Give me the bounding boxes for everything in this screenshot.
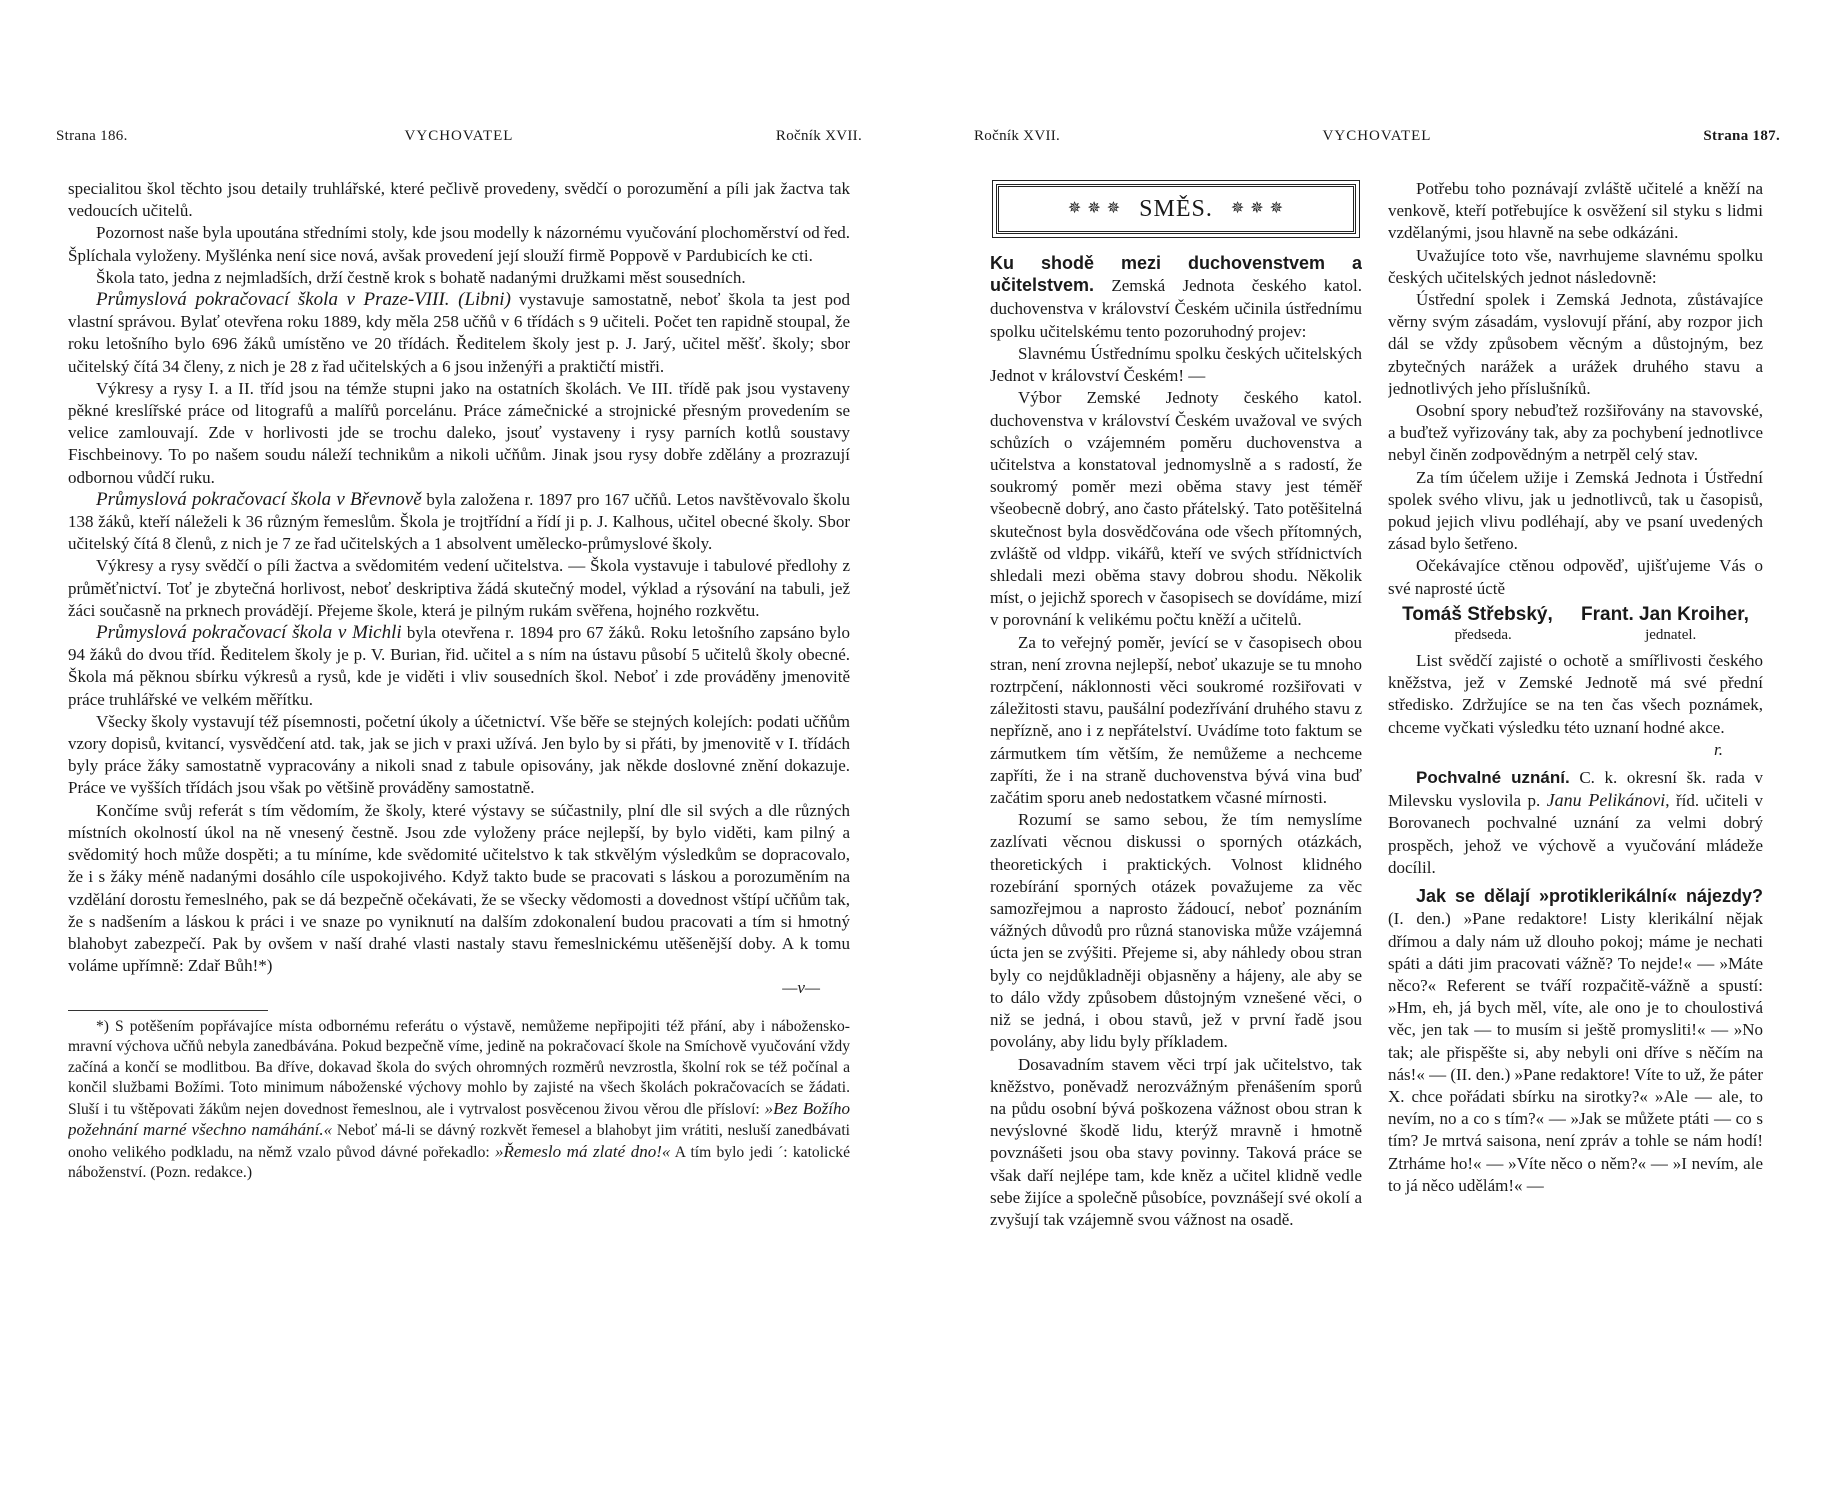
footnote-text: A tím bylo jedi ´: katolické náboženství. (Pozn. redakce.) — [68, 1143, 850, 1182]
author-initial: r. — [1714, 739, 1723, 759]
paragraph: Ústřední spolek i Zemská Jednota, zůstávajíce věrny svým zásadám, vyslovují přání, aby rozpor jich dál se vždy způsobem věcným a důstojným, bez zbytečných narážek a urážek druhého stavu a jednotlivých jeho příslušníků. — [1388, 290, 1763, 398]
paragraph: Za to veřejný poměr, jevící se v časopisech obou stran, není zrovna nejlepší, neboť ukazuje se tu mnoho roztrpčení, náklonnosti věci soukromé rozšiřovati v záležitosti stavu, paušální podezřívání druhého stavu z nepřízně, ano i z nepřátelství. Uvádíme toto faktum se zármutkem tím větším, že nemůžeme a nechceme zapříti, že i na straně duchovenstva bývá vina buď začátim sporu aneb nedostatkem včasné mírnosti. — [990, 632, 1362, 808]
footnote-text: Neboť má-li se dávný rozkvět řemesel a blahobyt jim vrátiti, nesluší zanedbávati onoho velikého podkladu, na němž vzalo původ dávné pořekadlo: — [68, 1122, 850, 1161]
article-heading-text: Ku shodě mezi duchovenstvem a učitelstvem. — [990, 253, 1362, 295]
signatory-role: předseda. — [1454, 627, 1512, 644]
article-lead: Jak se dělají »protiklerikální« nájezdy? — [1416, 886, 1763, 907]
right-column-1 — [990, 178, 1362, 1448]
paragraph: specialitou škol těchto jsou detaily truhlářské, které pečlivě provedeny, svědčí o porozumění a píli jak žactva tak vedoucích učitelů. — [68, 179, 850, 221]
author-mark: —v— — [782, 978, 820, 998]
article-najezdy — [1388, 885, 1763, 1197]
paragraph: Slavnému Ústřednímu spolku českých učitelských Jednot v království Českém! — — [990, 344, 1362, 386]
footnote — [68, 1017, 850, 1184]
paragraph: Výbor Zemské Jednoty českého katol. duchovenstva v království Českém uvažoval ve svých schůzích o vzájemném poměru duchovenstva a učitelstva a konstatoval jednomyslně a s radostí, že soukromý poměr mezi oběma stavy jest téměř všeobecně dobrý, ano často přátelský. Tato potěšitelná skutečnost byla dosvědčována ode všech přítomných, zvláště od vldpp. vikářů, kteří ve svých střídnictvích shledali mezi oběma stavy dobrou shodu. Několik míst, o jejichž sporech v časopisech se dovídáme, mizí v porovnání k velikému počtu kněží a učitelů. — [990, 388, 1362, 630]
paragraph: Očekávajíce ctěnou odpověď, ujišťujeme Vás o své naprosté úctě — [1388, 556, 1763, 598]
paragraph: Dosavadním stavem věci trpí jak učitelstvo, tak kněžstvo, poněvadž nerozvážným přenášením sporů na půdu osobní bývá poškozena vážnost obou stran k nevýslovné škodě lidu, kterýž mravně i hmotně povznášeti jsou oba stavy povinny. Taková práce se však daří nejlépe tam, kde kněz a učitel klidně vedle sebe žijíce a společně působíce, povznášejí své okolí a zvyšují tak vzájemně svou vážnost na osadě. — [990, 1054, 1362, 1229]
paragraph: Škola tato, jedna z nejmladších, drží čestně krok s bohatě nadanými družkami měst sousedních. — [96, 267, 746, 287]
footnote-text: *) S potěšením popřávajíce místa odbornému referátu o výstavě, nemůžeme nepřipojiti též přání, aby i nábožensko-mravní výchova učňů nebyla zanedbávána. Pokud bezpečně víme, jedině na pokračovací škole na Smíchově vyučování vždy začíná a končí se modlitbou. Ba dříve, dokavad škola do svých ohromných rozměrů nevzrostla, školní rok se též počínal a končil službami Božími. Toto minimum náboženské výchovy mohlo by zajisté na všech školách pokračovacích se žádati. Sluší i tu vštěpovati žákům nejen dovednost řemeslnou, ale i vytrvalost posvěcenou živou věrou dle přísloví: — [68, 1017, 850, 1118]
signatory-role: jednatel. — [1645, 627, 1697, 644]
footnote-quote: »Řemeslo má zlaté dno!« — [494, 1141, 671, 1161]
journal-title: VYCHOVATEL — [404, 128, 514, 144]
journal-title: VYCHOVATEL — [1322, 128, 1432, 144]
ornament-icon: ✵ ✵ ✵ — [1067, 199, 1122, 217]
paragraph: Výkresy a rysy I. a II. tříd jsou na témže stupni jako na ostatních školách. Ve III. třídě pak jsou vystaveny pěkné kreslířské práce od litografů a malířů porcelánu. Práce zámečnické a strojnické přesným provedením se velice zamlouvají. Zde v horlivosti jde se trochu daleko, jsouť vystaveny i rysy parních kotlů soustavy Fischbeinovy. To po našem soudu náleží technikům a nikoli učňům. Jinak jsou rysy dobře zdělány a prozrazují odbornou vůdčí ruku. — [68, 378, 850, 487]
volume-label: Ročník XVII. — [775, 128, 862, 144]
signatory-name: Frant. Jan Kroiher, — [1581, 603, 1749, 625]
paragraph: Výkresy a rysy svědčí o píli žactva a svědomitém vedení učitelstva. — Škola vystavuje i tabulové předlohy z průměťnictví. Toť je zbytečná horlivost, neboť deskriptiva žádá skutečný model, výklad a rýsování na tabuli, jež žáci současně na prknech provádějí. Přejeme škole, která je pilným rukám svěřena, hojného rozkvětu. — [68, 556, 850, 620]
article-text: (I. den.) »Pane redaktore! Listy klerikální nějak dřímou a daly nám už dlouho pokoj; máme je nechati spáti a dáti jim pracovati vážně? To nejde!« — »Máte něco?« Referent se tváří rozpačitě-vážně a spustí: »Hm, eh, já bych měl, víte, ale ono je to choulostivá věc, jen tak — to musím si ještě promysliti!« — »No tak; ale přispěšte si, aby nebyli oni dříve s něčím na nás!« — (II. den.) »Pane redaktore! Víte to už, že páter X. chce pořádati sbírku na sirotky?« »Ale — ale, to nevím, no a co s tím?« — »Jak se můžete ptáti — co s tím? Je mrtvá saisona, není zpráv a tohle se nám hodí! Ztrháme ho!« — »Víte něco o něm?« — »I nevím, ale to já něco udělám!« — — [1388, 909, 1763, 1195]
page-number: Strana 187. — [1703, 128, 1780, 144]
paragraph: Pozornost naše byla upoutána středními stoly, kde jsou modelly k názornému vyučování plochoměrství od řed. Šplíchala vyloženy. Myšlénka není sice nová, avšak provedení její slouží firmě Poppově v Pardubicích ke cti. — [68, 223, 850, 265]
article-text: C. k. okresní šk. rada v Milevsku vyslovila p. — [1388, 768, 1763, 811]
signatures — [1388, 604, 1763, 626]
article-lead: Pochvalné uznání. — [1416, 768, 1570, 788]
section-title: Průmyslová pokračovací škola v Michli — [96, 622, 402, 644]
paragraph: List svědčí zajisté o ochotě a smířlivosti českého kněžstva, jež v Zemské Jednotě má své přední středisko. Zdržujíce se na ten čas všech poznámek, chceme vyčkati výsledku této uznaní hodné akce. — [1388, 651, 1763, 737]
left-column — [68, 178, 850, 1448]
smes-section-banner — [996, 184, 1356, 234]
section-michli — [68, 622, 850, 711]
signatory-name: Tomáš Střebský, — [1402, 603, 1553, 625]
paragraph: Rozumí se samo sebou, že tím nemyslíme zazlívati věcnou diskussi o sporných otázkách, theoretických i praktických. Volnost klidného rozebírání sporných otázek považujeme za věc samozřejmou a naprosto žádoucí, neboť poznáním vážných důvodů pro různá stanoviska může vzájemná úcta jen se zvýšiti. Přejeme si, aby náhledy obou stran byly co nejdůkladněji objasněny a hájeny, ale aby se to dálo vždy způsobem důstojným vznešené věci, o niž se jedná, i obou stavů, jež v první řadě jsou povolány, aby lidu byly příkladem. — [990, 810, 1362, 1052]
section-text: byla otevřena r. 1894 pro 67 žáků. Roku letošního zapsáno bylo 94 žáků do dvou tříd. Ředitelem školy je p. V. Burian, řid. učitel a s ním na ústavu působí 5 učitelů školy obecné. Škola má pěknou sbírku výkresů a rysů, kde je viděti i vliv sousedních škol. Neboť i zde prováděny jmenovitě práce truhlářské ve velkém měřítku. — [68, 623, 850, 709]
paragraph: Končíme svůj referát s tím vědomím, že školy, které výstavy se súčastnily, plní dle sil svých a dle různých místních okolností úkol na ně vnesený čestně. Jsou zde vyloženy práce nejlepší, by bylo viděti, kam pilný a svědomitý hoch může dospěti; a tu míníme, kde svědomité učitelstvo k tak stkvělým výsledkům se dopracovalo, že i s žáky méně nadanými dosáhlo cíle uspokojivého. Když takto bude se pracovati s láskou a porozuměním na vzdělání dorostu řemeslného, pak se dá bezpečně očekávati, že se všecky vědomosti a dovednost vštípí učňům tak, že s nadšením a láskou k práci i ve snaze po vyniknutí na dalším zdokonalení budou pracovati a tím si hmotný blahobyt zabezpečí. Pak by ovšem v naší drahé vlasti nastaly stavu řemeslnickému utěšenější doby. A k tomu voláme upřímně: Zdař Bůh!*) — [68, 800, 850, 976]
paragraph: Potřebu toho poznávají zvláště učitelé a kněží na venkově, kteří potřebujíce k osvěžení sil styku s lidmi vzdělanými, jsou hlavně na sebe odkázáni. — [1388, 179, 1763, 243]
section-title: Průmyslová pokračovací škola v Břevnově — [96, 488, 422, 510]
section-brevnov — [68, 489, 850, 556]
right-column-2 — [1388, 178, 1763, 1448]
person-name: Janu Pelikánovi — [1546, 790, 1666, 811]
section-title: Průmyslová pokračovací škola v Praze-VIII. (Libni) — [96, 289, 511, 311]
footnote-quote: »Bez Božího požehnání marné všechno namáhání.« — [68, 1098, 850, 1140]
signatory-roles — [1388, 626, 1763, 644]
right-page — [918, 0, 1836, 1500]
article-text: , říd. učiteli v Borovanech pochvalné uznání za velmi dobrý prospěch, jehož ve výchově a vyučování mládeže docílil. — [1388, 791, 1763, 877]
section-text: byla založena r. 1897 pro 167 učňů. Letos navštěvovalo školu 138 žáků, kteří náleželi k 36 různým řemeslům. Škola je trojtřídní a řídí ji p. J. Kalhous, učitel obecné školy. Sbor učitelský čítá 8 členů, z nich je 7 ze řad učitelských a 1 absolvent umělecko-průmyslové školy. — [68, 489, 850, 554]
section-text: vystavuje samostatně, neboť škola ta jest pod vlastní správou. Bylať otevřena roku 1889, kdy měla 258 učňů v 6 třídách s 9 učiteli. Počet ten rapidně stoupal, že roku letošního bylo 696 žáků umístěno ve 20 třídách. Ředitelem školy jest p. J. Jarý, učitel měšť. školy; sbor učitelský čítá 34 členy, z nich je 28 z řad učitelských a 6 jsou inženýři a praktičtí mistři. — [68, 290, 850, 376]
paragraph: Osobní spory nebuďtež rozšiřovány na stavovské, a buďtež vyřizovány tak, aby za pochybení jednotlivce nebyl činěn zodpovědným a netrpěl celý stav. — [1388, 401, 1763, 465]
ornament-icon: ✵ ✵ ✵ — [1230, 199, 1285, 217]
right-running-head — [974, 128, 1780, 148]
article-heading — [990, 252, 1362, 343]
article-uznani — [1388, 767, 1763, 879]
section-banner-title: SMĚS. — [1139, 195, 1213, 222]
paragraph: Za tím účelem užije i Zemská Jednota i Ústřední spolek svého vlivu, jak u jednotlivců, tak u časopisů, pokud jejich vlivu podléhají, aby ve psaní uvedených zásad bylo šetřeno. — [1388, 467, 1763, 554]
paragraph: Uvažujíce toto vše, navrhujeme slavnému spolku českých učitelských jednot následovně: — [1388, 245, 1763, 287]
footnote-divider — [68, 1010, 268, 1011]
volume-label: Ročník XVII. — [974, 128, 1061, 144]
article-intro: Zemská Jednota českého katol. duchovenstva v království Českém učinila ústřednímu spolku učitelskému tento pozoruhodný projev: — [990, 276, 1362, 341]
page-number: Strana 186. — [56, 128, 128, 144]
paragraph: Všecky školy vystavují též písemnosti, početní úkoly a účetnictví. Vše běře se stejných kolejích: podati učňům vzory dopisů, kvitancí, vysvědčení atd. tak, jak se jich v praxi užívá. Jen bylo by si přáti, by jmenovitě v I. třídách byly práce žáky samostatně vypracovány a nikoli snad z tabule opisovány, jak někde doslovné znění dokazuje. Práce ve vyšších třídách jsou však po většině prováděny samostatně. — [68, 711, 850, 798]
section-libni — [68, 289, 850, 378]
left-running-head — [56, 128, 862, 148]
